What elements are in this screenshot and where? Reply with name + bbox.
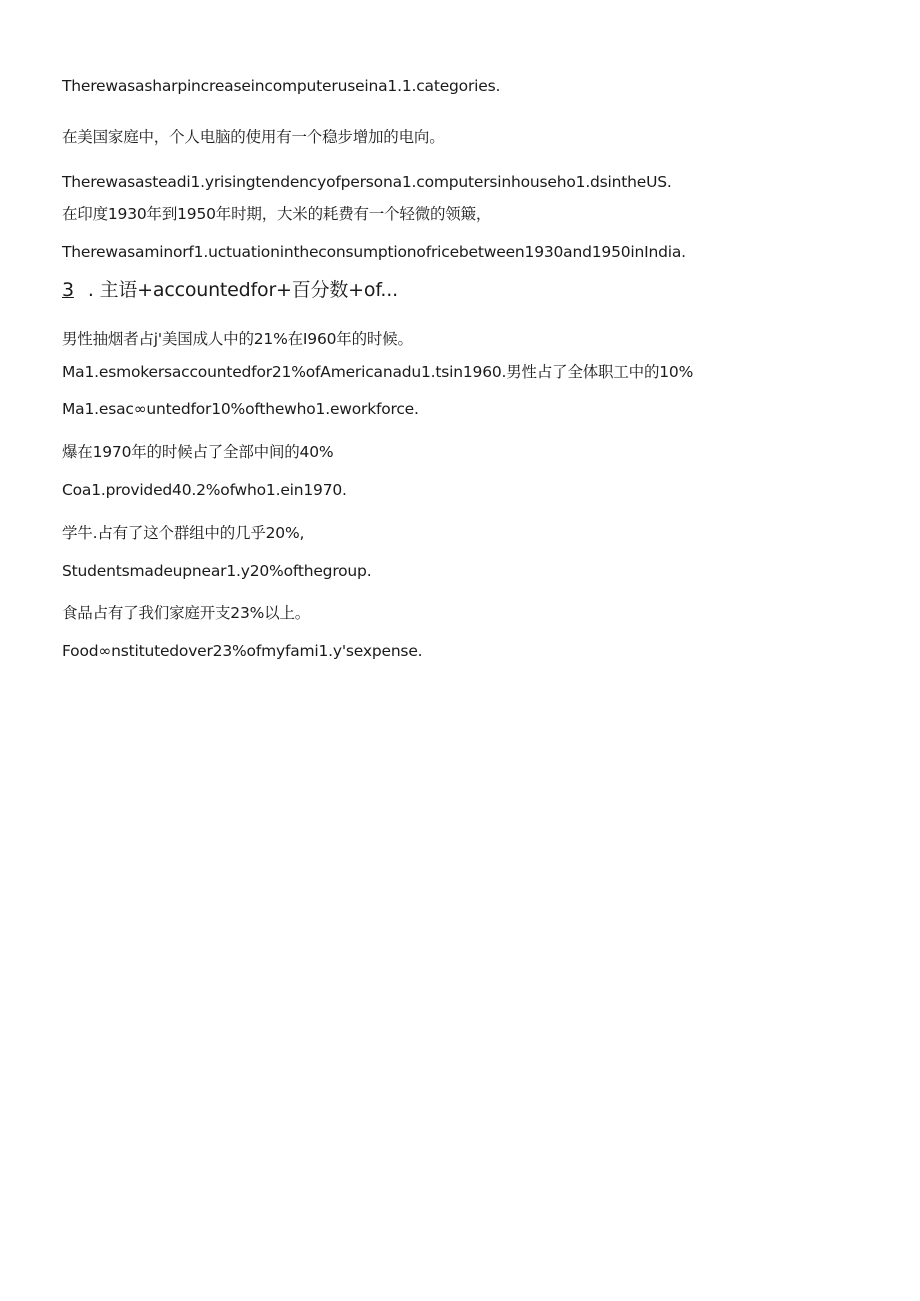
text-line: Coa1.provided40.2%ofwho1.ein1970. [62,481,347,499]
text-line: Ma1.esac∞untedfor10%ofthewho1.eworkforce. [62,400,419,418]
section-number: 3 [62,279,74,301]
text-line: Food∞nstitutedover23%ofmyfami1.y'sexpense. [62,642,423,660]
text-line: Therewasasharpincreaseincomputeruseina1.1.categories. [62,77,501,95]
text-line: 食品占有了我们家庭开支23%以上。 [62,604,311,622]
text-line: Ma1.esmokersaccountedfor21%ofAmericanadu1.tsin1960.男性占了全体职工中的10% [62,363,694,381]
text-line: 在美国家庭中，个人电脑的使用有一个稳步增加的电向。 [62,128,445,146]
text-line: Therewasaminorf1.uctuationintheconsumptionofricebetween1930and1950inIndia. [62,243,686,261]
section-heading [62,278,398,302]
text-line: 学牛.占有了这个群组中的几乎20%, [62,524,305,542]
section-title: . 主语+accountedfor+百分数+of... [87,279,398,301]
text-line: 男性抽烟者占j'美国成人中的21%在I960年的时候。 [62,330,413,348]
text-line: Studentsmadeupnear1.y20%ofthegroup. [62,562,372,580]
text-line: 在印度1930年到1950年时期，大米的耗费有一个轻微的领簸， [62,205,492,223]
text-line: 爆在1970年的时候占了全部中间的40% [62,443,334,461]
text-line: Therewasasteadi1.yrisingtendencyofpersona1.computersinhouseho1.dsintheUS. [62,173,672,191]
